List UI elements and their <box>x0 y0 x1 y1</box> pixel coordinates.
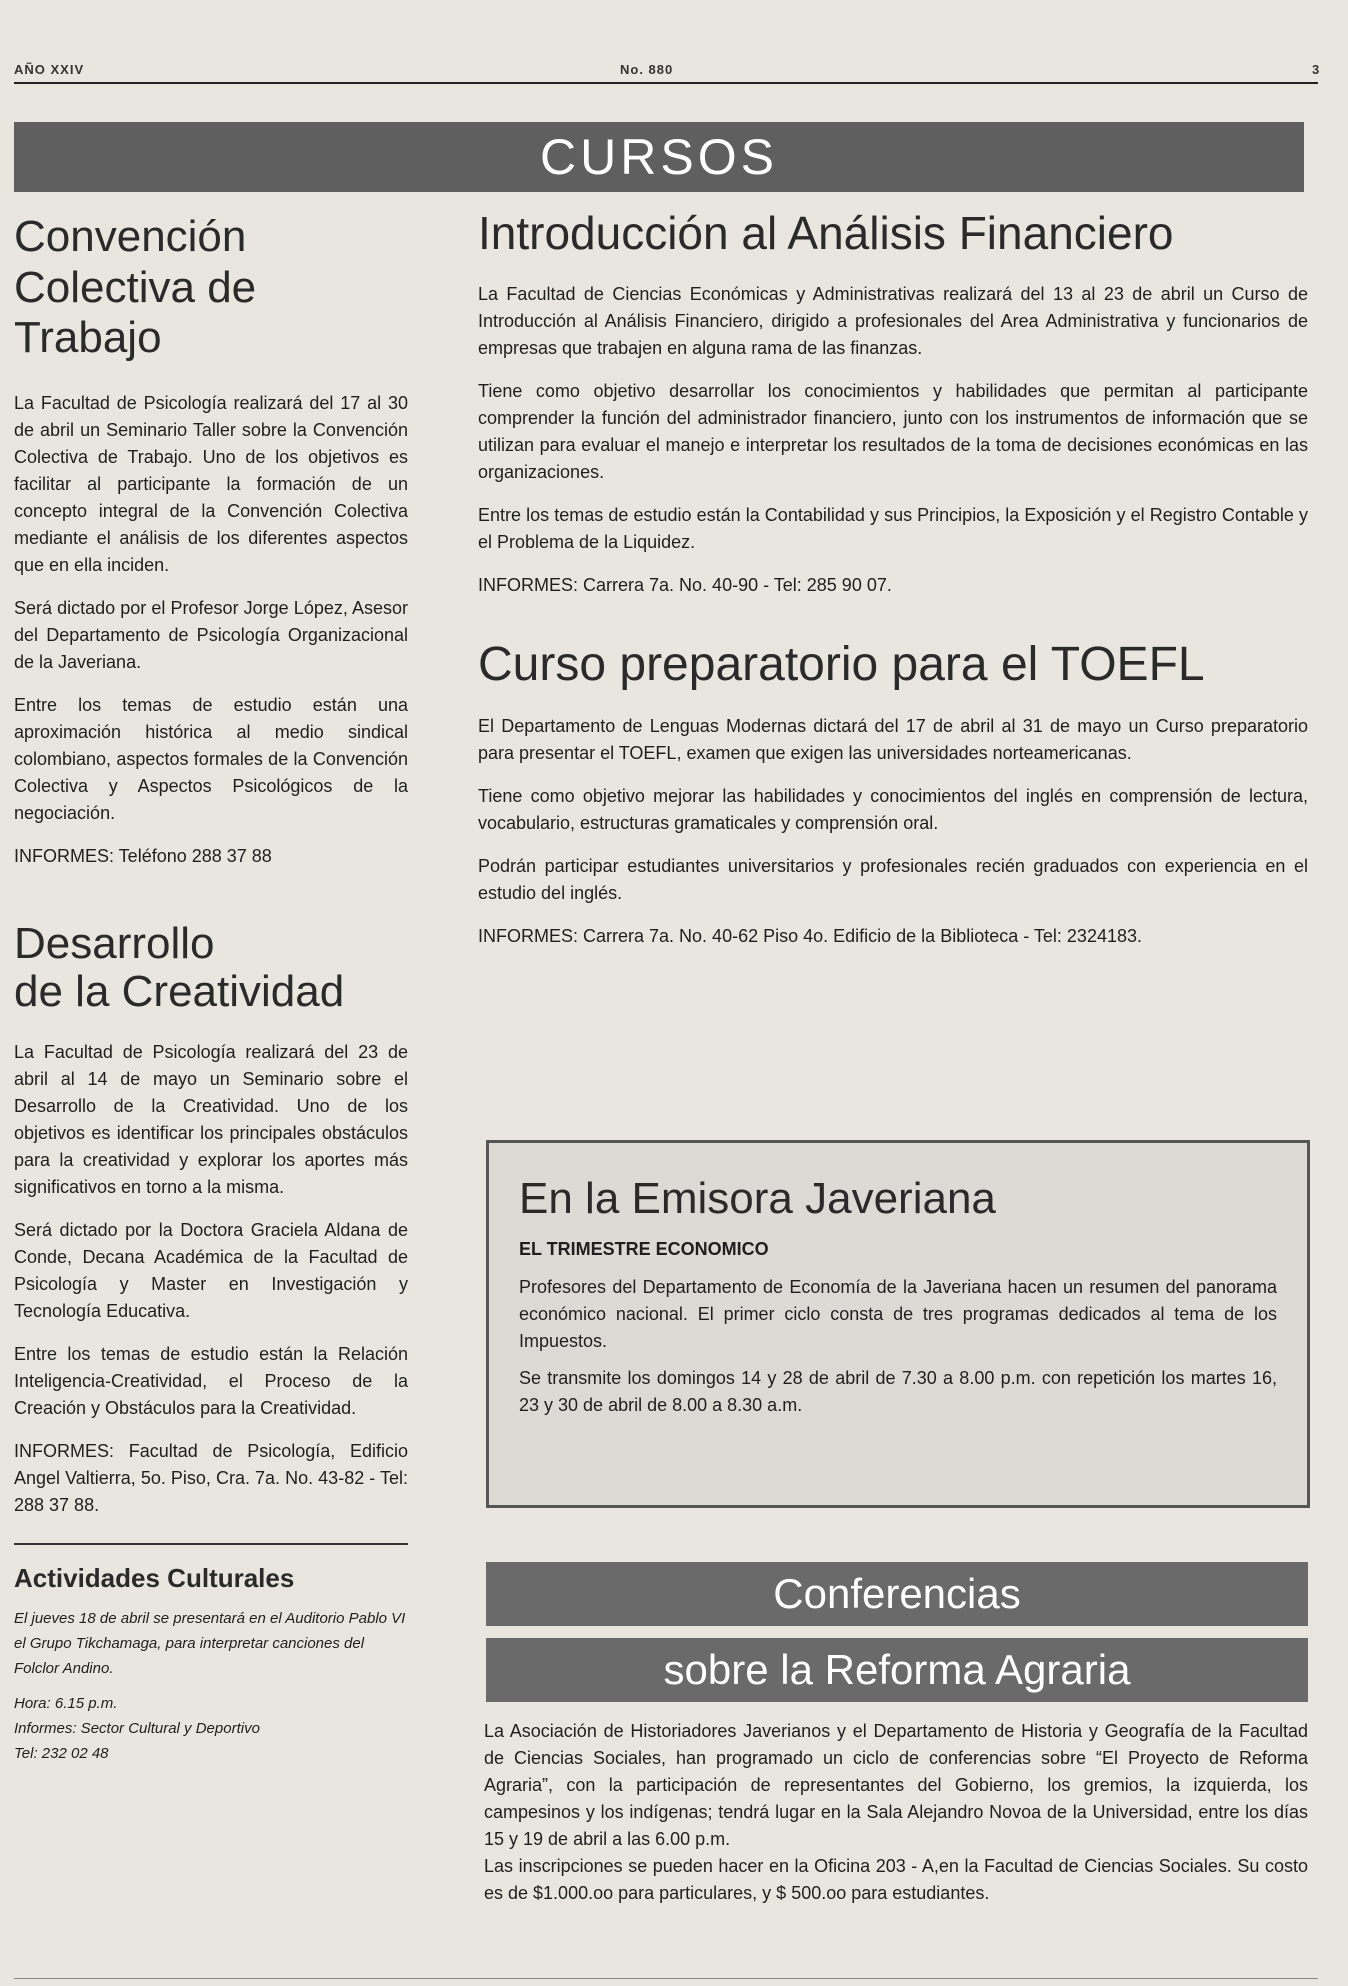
toefl-article <box>478 639 1308 951</box>
emisora-p2: Se transmite los domingos 14 y 28 de abril de 7.30 a 8.00 p.m. con repetición los martes 16, 23 y 30 de abril de 8.00 a 8.30 a.m. <box>519 1368 1277 1416</box>
convencion-p2: Será dictado por el Profesor Jorge López, Asesor del Departamento de Psicología Organizacional de la Javeriana. <box>14 597 408 672</box>
creatividad-article <box>14 920 408 1519</box>
header-rule <box>14 82 1318 84</box>
actividades-article <box>14 1563 408 1766</box>
footer-rule <box>14 1978 1318 1979</box>
financiero-title: Introducción al Análisis Financiero <box>478 207 1174 259</box>
reforma-agraria-bar: sobre la Reforma Agraria <box>486 1638 1308 1702</box>
actividades-title: Actividades Culturales <box>14 1562 295 1593</box>
actividades-informes: Informes: Sector Cultural y Deportivo <box>14 1719 260 1737</box>
convencion-title-line: Convención <box>14 212 247 261</box>
creatividad-title-line: Desarrollo <box>14 918 215 968</box>
year-label: AÑO XXIV <box>14 62 85 77</box>
financiero-article <box>478 208 1308 599</box>
convencion-title-line: Trabajo <box>14 313 162 363</box>
emisora-subtitle: EL TRIMESTRE ECONOMICO <box>519 1239 769 1260</box>
emisora-box <box>486 1140 1310 1508</box>
financiero-p3: Entre los temas de estudio están la Contabilidad y sus Principios, la Exposición y el Registro Contable y el Problema de la Liquidez. <box>478 504 1308 552</box>
toefl-p2: Tiene como objetivo mejorar las habilidades y conocimientos del inglés en comprensión de lectura, vocabulario, estructuras gramaticales y comprensión oral. <box>478 786 1308 834</box>
issue-number: No. 880 <box>620 62 674 77</box>
page-number: 3 <box>1312 62 1321 77</box>
creatividad-p1: La Facultad de Psicología realizará del 23 de abril al 14 de mayo un Seminario sobre el Desarrollo de la Creatividad. Uno de los objetivos es identificar los principales obstáculos para la creatividad y explorar los aportes más significativos en torno a la misma. <box>14 1041 408 1197</box>
convencion-title <box>14 212 408 364</box>
conferencias-article <box>484 1718 1308 1907</box>
emisora-title: En la Emisora Javeriana <box>519 1174 996 1223</box>
creatividad-title-line: de la Creatividad <box>14 967 345 1017</box>
right-column <box>478 208 1308 950</box>
actividades-tel: Tel: 232 02 48 <box>14 1744 109 1762</box>
financiero-p1: La Facultad de Ciencias Económicas y Administrativas realizará del 13 al 23 de abril un Curso de Introducción al Análisis Financiero, dirigido a profesionales del Area Administrativa y funcionarios de empresas que trabajen en alguna rama de las finanzas. <box>478 283 1308 358</box>
left-column <box>14 212 408 1766</box>
actividades-hora: Hora: 6.15 p.m. <box>14 1694 118 1712</box>
convencion-article <box>14 212 408 870</box>
creatividad-p3: Entre los temas de estudio están la Relación Inteligencia-Creatividad, el Proceso de la Creación y Obstáculos para la Creatividad. <box>14 1343 408 1418</box>
creatividad-p2: Será dictado por la Doctora Graciela Aldana de Conde, Decana Académica de la Facultad de Psicología y Master en Investigación y Tecnología Educativa. <box>14 1219 408 1321</box>
cursos-banner: CURSOS <box>14 122 1304 192</box>
conferencias-p2: Las inscripciones se pueden hacer en la Oficina 203 - A,en la Facultad de Ciencias Sociales. Su costo es de $1.000.oo para particulares, y $ 500.oo para estudiantes. <box>484 1856 1308 1903</box>
convencion-p3: Entre los temas de estudio están una aproximación histórica al medio sindical colombiano, aspectos formales de la Convención Colectiva y Aspectos Psicológicos de la negociación. <box>14 694 408 823</box>
toefl-p1: El Departamento de Lenguas Modernas dictará del 17 de abril al 31 de mayo un Curso preparatorio para presentar el TOEFL, examen que exigen las universidades norteamericanas. <box>478 716 1308 764</box>
convencion-info: INFORMES: Teléfono 288 37 88 <box>14 845 272 866</box>
conferencias-p1: La Asociación de Historiadores Javerianos y el Departamento de Historia y Geografía de la Facultad de Ciencias Sociales, han programado un ciclo de conferencias sobre “El Proyecto de Reforma Agraria”, con la participación de representantes del Gobierno, los gremios, la izquierda, los campesinos y los indígenas; tendrá lugar en la Sala Alejandro Novoa de la Universidad, entre los días 15 y 19 de abril a las 6.00 p.m. <box>484 1721 1308 1849</box>
financiero-info: INFORMES: Carrera 7a. No. 40-90 - Tel: 285 90 07. <box>478 574 892 595</box>
toefl-title: Curso preparatorio para el TOEFL <box>478 637 1205 691</box>
convencion-p1: La Facultad de Psicología realizará del 17 al 30 de abril un Seminario Taller sobre la Convención Colectiva de Trabajo. Uno de los objetivos es facilitar al participante la formación de un concepto integral de la Convención Colectiva mediante el análisis de los diferentes aspectos que en ella inciden. <box>14 392 408 575</box>
convencion-title-line: Colectiva de <box>14 262 257 312</box>
creatividad-info: INFORMES: Facultad de Psicología, Edificio Angel Valtierra, 5o. Piso, Cra. 7a. No. 43-82 - Tel: 288 37 88. <box>14 1440 408 1515</box>
toefl-p3: Podrán participar estudiantes universitarios y profesionales recién graduados con experiencia en el estudio del inglés. <box>478 856 1308 904</box>
actividades-text: El jueves 18 de abril se presentará en el Auditorio Pablo VI el Grupo Tikchamaga, para interpretar canciones del Folclor Andino. <box>14 1609 406 1677</box>
financiero-p2: Tiene como objetivo desarrollar los conocimientos y habilidades que permitan al participante comprender la función del administrador financiero, junto con los instrumentos de información que se utilizan para evaluar el manejo e interpretar los resultados de la toma de decisiones económicas en las organizaciones. <box>478 380 1308 482</box>
toefl-info: INFORMES: Carrera 7a. No. 40-62 Piso 4o. Edificio de la Biblioteca - Tel: 2324183. <box>478 926 1142 947</box>
emisora-p1: Profesores del Departamento de Economía de la Javeriana hacen un resumen del panorama económico nacional. El primer ciclo consta de tres programas dedicados al tema de los Impuestos. <box>519 1277 1277 1352</box>
creatividad-title <box>14 920 408 1017</box>
conferencias-bar: Conferencias <box>486 1562 1308 1626</box>
